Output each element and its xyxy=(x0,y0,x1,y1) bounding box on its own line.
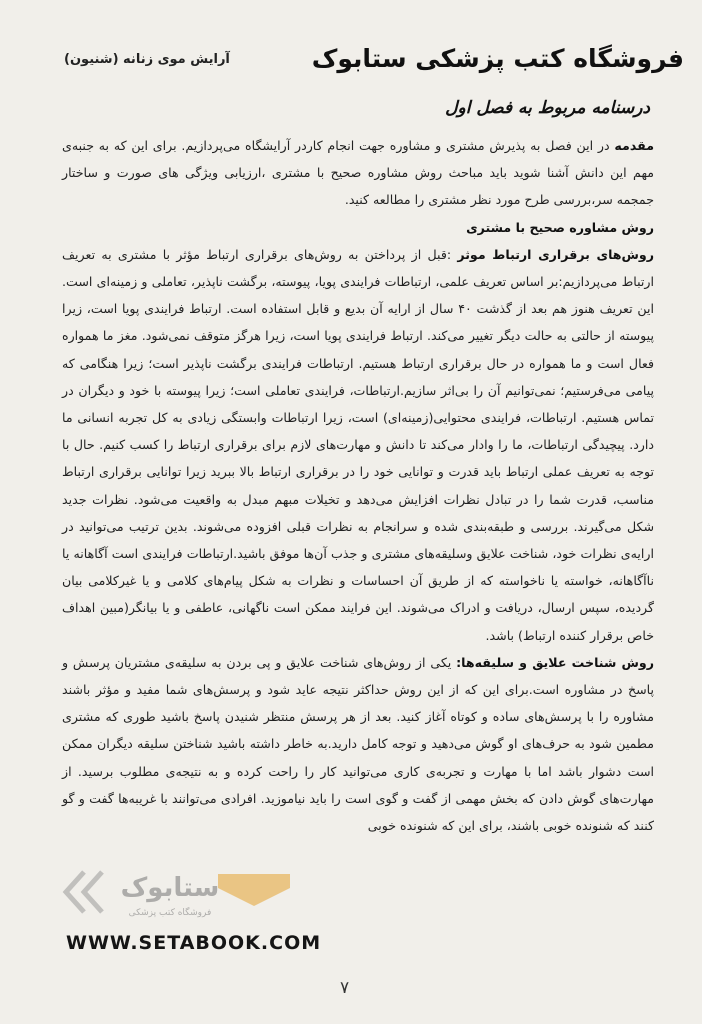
body-text xyxy=(62,132,654,839)
communication-paragraph xyxy=(62,241,654,649)
chevron-arrows-icon xyxy=(66,872,102,912)
shop-title: فروشگاه کتب پزشکی ستابوک xyxy=(311,44,684,73)
intro-text: در این فصل به پذیرش مشتری و مشاوره جهت انجام کاردر آرایشگاه می‌پردازیم. برای این که به جنبه‌ی مهم این دانش آشنا شوید باید مباحث روش مشاوره صحیح با مشتری ،ارزیابی ویژگی های صورت و ساختار جمجمه سر،بررسی طرح مورد نظر مشتری را مطالعه کنید. xyxy=(62,138,654,208)
book-title: آرایش موی زنانه (شنیون) xyxy=(64,52,230,67)
communication-text: :قبل از پرداختن به روش‌های برقراری ارتباط مؤثر با مشتری به تعریف ارتباط می‌پردازیم:بر اساس تعریف علمی، ارتباطات فرایندی پویا، پیوسته، برگشت ناپذیر، تعاملی و زمینه‌ای است. این تعریف هنوز هم بعد از گذشت ۴۰ سال از ارایه آن بدیع و قابل استفاده است. ارتباط فرایندی پویا است، زیرا پیوسته از حالتی به حالت دیگر تغییر می‌کند. ارتباط فرایندی پویا است، زیرا هرگز متوقف نمی‌شود. مغز ما همواره فعال است و ما همواره در حال برقراری ارتباط هستیم. ارتباطات فرایندی برگشت ناپذیر است؛ زیرا هنگامی که پیامی می‌فرستیم؛ نمی‌توانیم آن را بی‌اثر سازیم.ارتباطات، فرایندی تعاملی است؛ زیرا پیوسته با خود و دیگران در تماس هستیم. ارتباطات، فرایندی محتوایی(زمینه‌ای) است، زیرا ارتباطات وابستگی زیادی به کل تجربه انسانی ما دارد. پیچیدگی ارتباطات، ما را وادار می‌کند تا دانش و مهارت‌های لازم برای برقراری ارتباط را کسب کنیم. حال با توجه به تعریف عملی ارتباط باید قدرت و توانایی خود را در برقراری ارتباط بالا ببرید زیرا توانایی برقراری ارتباط مناسب، قدرت شما را در تبادل نظرات افزایش می‌دهد و تخیلات مبهم مبدل به واقعیت می‌شود. نظرات جدید شکل می‌گیرند. بررسی و طبقه‌بندی شده و سرانجام به نظرات قبلی افزوده می‌شوند. بدین ترتیب می‌توانید در ارایه‌ی نظرات خود، شناخت علایق وسلیقه‌های مشتری و جذب آن‌ها موفق باشید.ارتباطات فرایندی است آگاهانه یا ناآگاهانه، خواسته یا ناخواسته که از طریق آن احساسات و نظرات به شکل پیام‌های کلامی و یا غیرکلامی بیان گردیده، سپس ارسال، دریافت و ادراک می‌شوند. این فرایند ممکن است ناگهانی، عاطفی و یا بیانگر(مبین اهداف خاص برقرار کننده ارتباط) باشد. xyxy=(62,246,654,643)
chapter-title: درسنامه مربوط به فصل اول xyxy=(445,98,650,118)
watermark-brand: ستابوک xyxy=(120,873,220,903)
intro-paragraph xyxy=(62,132,654,214)
communication-label: روش‌های برقراری ارتباط موثر xyxy=(457,246,654,262)
watermark-tagline: فروشگاه کتب پزشکی xyxy=(128,908,212,918)
intro-label: مقدمه xyxy=(614,138,654,153)
preferences-label: روش شناخت علایق و سلیقه‌ها: xyxy=(456,654,654,670)
page-header xyxy=(64,44,684,84)
section-heading: روش مشاوره صحیح با مشتری xyxy=(466,219,654,235)
preferences-text: یکی از روش‌های شناخت علایق و پی بردن به سلیقه‌ی مشتریان پرسش و پاسخ در مشاوره است.برای این که از این روش حداکثر نتیجه عاید شود و پرسش‌های شما مفید و مؤثر باشند مشاوره را با پرسش‌های ساده و کوتاه آغاز کنید. بعد از هر پرسش منتظر شنیدن پاسخ باشید طوری که مشتری مطمین شود به حرف‌های او گوش می‌دهید و توجه کامل دارید.به خاطر داشته باشید شناختن سلیقه دیگران ممکن است دشوار باشد اما با مهارت و تجربه‌ی کاری می‌توانید کار را راحت کرده و به نتیجه‌ی مطلوب برسید. از مهارت‌های گوش دادن که بخش مهمی از گفت و گوی است را باید نیاموزید. افرادی می‌توانند با غریبه‌ها گفت و گو کنند که شنونده خوبی باشند، برای این که شنونده خوبی xyxy=(62,654,654,834)
site-url: WWW.SETABOOK.COM xyxy=(66,932,322,954)
shield-icon xyxy=(218,874,290,906)
page-number: ۷ xyxy=(340,978,350,998)
preferences-paragraph xyxy=(62,649,654,839)
setabook-watermark-logo xyxy=(58,862,303,922)
